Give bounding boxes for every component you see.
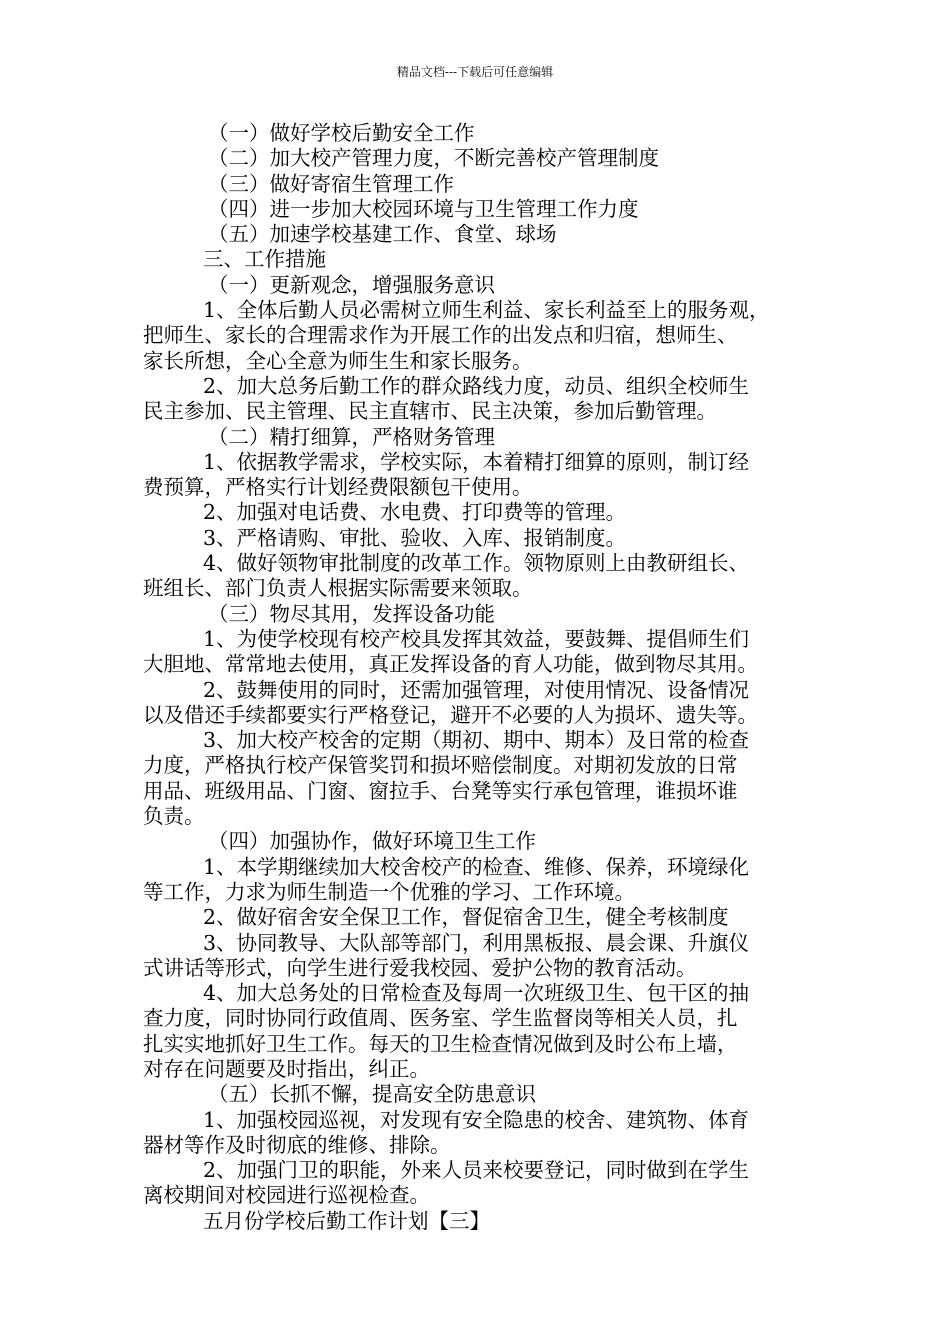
- text-line: （三）做好寄宿生管理工作: [208, 171, 454, 196]
- text-line: 1、本学期继续加大校舍校产的检查、维修、保养，环境绿化: [203, 854, 750, 879]
- text-line: 1、为使学校现有校产校具发挥其效益，要鼓舞、提倡师生们: [203, 626, 750, 651]
- text-line: 五月份学校后勤工作计划【三】: [203, 1208, 490, 1233]
- text-line: （二）加大校产管理力度，不断完善校产管理制度: [208, 146, 659, 171]
- text-line: 器材等作及时彻底的维修、排除。: [143, 1132, 451, 1157]
- text-line: 2、鼓舞使用的同时，还需加强管理，对使用情况、设备情况: [203, 677, 750, 702]
- text-line: 力度，严格执行校产保管奖罚和损坏赔偿制度。对期初发放的日常: [143, 753, 738, 778]
- text-line: 2、做好宿舍安全保卫工作，督促宿舍卫生，健全考核制度: [203, 905, 729, 930]
- text-line: 扎实实地抓好卫生工作。每天的卫生检查情况做到及时公布上墙，: [143, 1031, 738, 1056]
- text-line: 1、依据教学需求，学校实际，本着精打细算的原则，制订经: [203, 449, 750, 474]
- text-line: 4、做好领物审批制度的改革工作。领物原则上由教研组长、: [203, 551, 750, 576]
- text-line: 2、加强门卫的职能，外来人员来校要登记，同时做到在学生: [203, 1158, 750, 1183]
- text-line: 4、加大总务处的日常检查及每周一次班级卫生、包干区的抽: [203, 981, 750, 1006]
- text-line: 查力度，同时协同行政值周、医务室、学生监督岗等相关人员，扎: [143, 1006, 738, 1031]
- text-line: 2、加大总务后勤工作的群众路线力度，动员、组织全校师生: [203, 373, 750, 398]
- text-line: 三、工作措施: [203, 247, 326, 272]
- text-line: （四）加强协作，做好环境卫生工作: [208, 829, 536, 854]
- text-line: 大胆地、常常地去使用，真正发挥设备的育人功能，做到物尽其用。: [143, 652, 758, 677]
- text-line: 离校期间对校园进行巡视检查。: [143, 1183, 430, 1208]
- text-line: 1、加强校园巡视，对发现有安全隐患的校舍、建筑物、体育: [203, 1107, 750, 1132]
- page-header: 精品文档---下载后可任意编辑: [396, 65, 554, 79]
- text-line: （五）加速学校基建工作、食堂、球场: [208, 222, 557, 247]
- text-line: 把师生、家长的合理需求作为开展工作的出发点和归宿，想师生、: [143, 323, 738, 348]
- text-line: （一）做好学校后勤安全工作: [208, 121, 475, 145]
- text-line: 民主参加、民主管理、民主直辖市、民主决策，参加后勤管理。: [143, 399, 717, 424]
- text-line: 2、加强对电话费、水电费、打印费等的管理。: [203, 500, 627, 525]
- text-line: 对存在问题要及时指出，纠正。: [143, 1056, 430, 1081]
- text-line: 3、加大校产校舍的定期（期初、期中、期本）及日常的检查: [203, 728, 750, 753]
- text-line: 用品、班级用品、门窗、窗拉手、台凳等实行承包管理，谁损坏谁: [143, 778, 738, 803]
- text-line: （三）物尽其用，发挥设备功能: [208, 601, 495, 626]
- text-line: 费预算，严格实行计划经费限额包干使用。: [143, 475, 533, 500]
- text-line: （五）长抓不懈，提高安全防患意识: [208, 1082, 536, 1107]
- text-line: （二）精打细算，严格财务管理: [208, 424, 495, 449]
- text-line: 负责。: [143, 804, 205, 829]
- text-line: 3、协同教导、大队部等部门，利用黑板报、晨会课、升旗仪: [203, 930, 750, 955]
- document-body: [143, 121, 823, 1234]
- text-line: 等工作，力求为师生制造一个优雅的学习、工作环境。: [143, 879, 635, 904]
- text-line: 以及借还手续都要实行严格登记，避开不必要的人为损坏、遗失等。: [143, 702, 758, 727]
- text-line: 家长所想，全心全意为师生生和家长服务。: [143, 348, 533, 373]
- text-line: 式讲话等形式，向学生进行爱我校园、爱护公物的教育活动。: [143, 955, 697, 980]
- text-line: （一）更新观念，增强服务意识: [208, 272, 495, 297]
- text-line: 班组长、部门负责人根据实际需要来领取。: [143, 576, 533, 601]
- text-line: 1、全体后勤人员必需树立师生利益、家长利益至上的服务观，: [203, 298, 770, 323]
- text-line: （四）进一步加大校园环境与卫生管理工作力度: [208, 196, 639, 221]
- text-line: 3、严格请购、审批、验收、入库、报销制度。: [203, 525, 627, 550]
